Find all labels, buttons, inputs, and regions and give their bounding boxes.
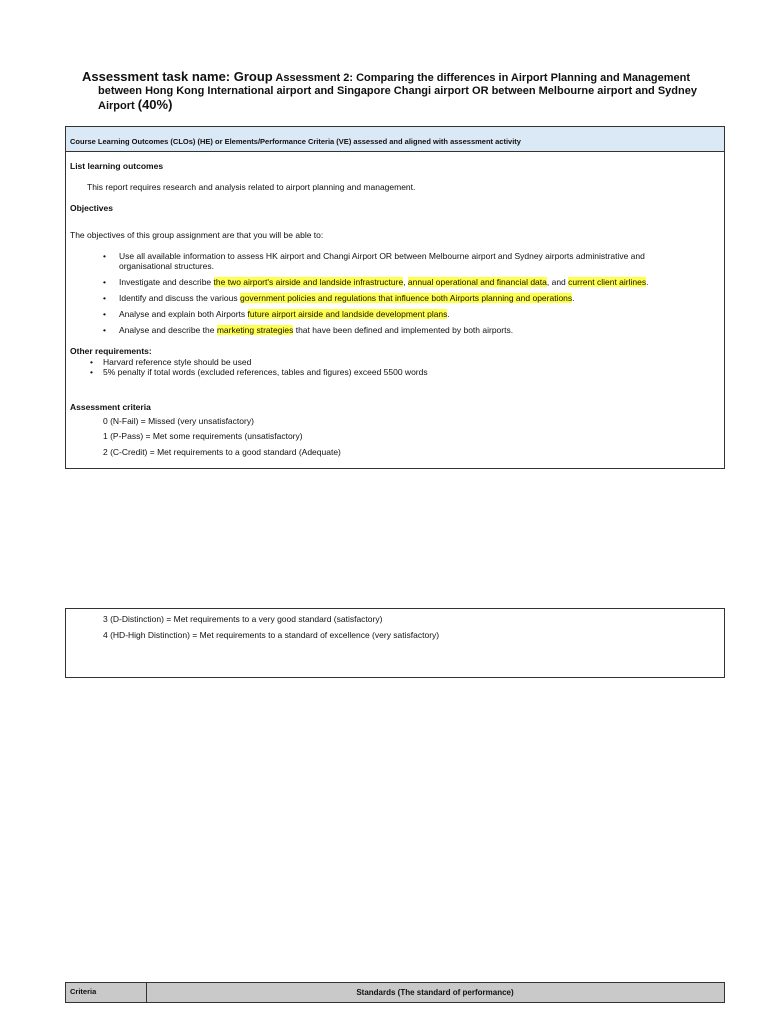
criteria-item: 0 (N-Fail) = Missed (very unsatisfactory)	[103, 416, 254, 426]
task-name-line1: Assessment 2: Comparing the differences in Airport Planning and Management	[275, 72, 691, 84]
objective-item: • Investigate and describe the two airport's airside and landside infrastructure, annual operational and financial data, and current client airlines.	[103, 277, 649, 287]
rubric-table-header	[65, 982, 725, 1003]
objective-item: • Identify and discuss the various government policies and regulations that influence both Airports planning and operations.	[103, 293, 575, 303]
objectives-title: Objectives	[70, 203, 113, 213]
highlight: annual operational and financial data	[407, 277, 547, 287]
requirement-item: • 5% penalty if total words (excluded references, tables and figures) exceed 5500 words	[90, 367, 428, 377]
standards-column-header: Standards (The standard of performance)	[356, 988, 514, 997]
criteria-continued	[65, 608, 725, 678]
highlight: current client airlines	[568, 277, 647, 287]
intro-text: This report requires research and analysis related to airport planning and management.	[87, 182, 416, 192]
criteria-column-header: Criteria	[70, 987, 97, 996]
highlight: future airport airside and landside development plans	[247, 309, 448, 319]
bullet-icon: •	[103, 309, 106, 319]
assessment-criteria-title: Assessment criteria	[70, 402, 151, 412]
task-name-line3: Airport	[98, 100, 138, 112]
objective-1-line2: organisational structures.	[119, 261, 214, 271]
task-name-line2: between Hong Kong International airport and Singapore Changi airport OR between Melbourne airport and Sydney	[98, 85, 697, 97]
highlight: the two airport's airside and landside infrastructure	[213, 277, 404, 287]
highlight: government policies and regulations that influence both Airports planning and operations	[239, 293, 573, 303]
assessment-title	[82, 70, 702, 113]
criteria-item: 3 (D-Distinction) = Met requirements to a very good standard (satisfactory)	[103, 614, 383, 624]
criteria-item: 2 (C-Credit) = Met requirements to a good standard (Adequate)	[103, 447, 341, 457]
objective-item	[103, 251, 719, 271]
criteria-item: 1 (P-Pass) = Met some requirements (unsatisfactory)	[103, 431, 303, 441]
clo-section	[65, 126, 725, 469]
other-requirements-title: Other requirements:	[70, 346, 152, 356]
objective-item: • Analyse and explain both Airports future airport airside and landside development plans.	[103, 309, 450, 319]
bullet-icon: •	[103, 293, 106, 303]
bullet-icon: •	[103, 277, 106, 287]
list-outcomes-title: List learning outcomes	[70, 161, 164, 171]
task-name-label: Assessment task name: Group	[82, 69, 273, 84]
objective-1-line1: Use all available information to assess HK airport and Changi Airport OR between Melbourne airport and Sydney airports administrative and	[119, 251, 645, 261]
bullet-icon: •	[90, 367, 93, 377]
requirement-item: • Harvard reference style should be used	[90, 357, 252, 367]
highlight: marketing strategies	[216, 325, 294, 335]
criteria-item: 4 (HD-High Distinction) = Met requirements to a standard of excellence (very satisfactory)	[103, 630, 440, 640]
task-weight: (40%)	[137, 97, 173, 112]
objectives-intro: The objectives of this group assignment are that you will be able to:	[70, 230, 324, 240]
objective-item: • Analyse and describe the marketing strategies that have been defined and implemented by both airports.	[103, 325, 514, 335]
clo-heading: Course Learning Outcomes (CLOs) (HE) or Elements/Performance Criteria (VE) assessed and aligned with assessment activity	[66, 127, 724, 152]
bullet-icon: •	[103, 325, 106, 335]
bullet-icon: •	[103, 251, 106, 261]
bullet-icon: •	[90, 357, 93, 367]
